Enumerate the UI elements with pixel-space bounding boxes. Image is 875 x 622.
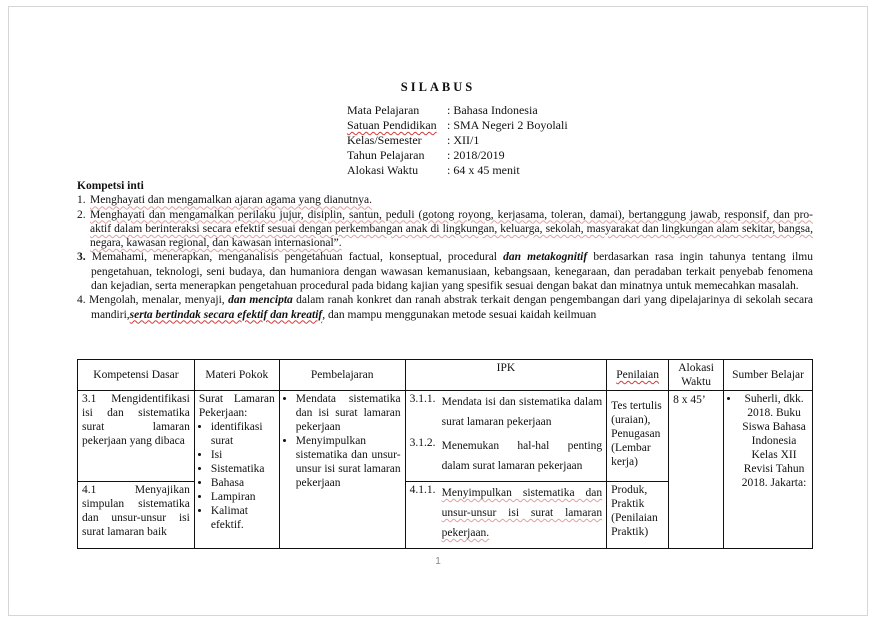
header-pembelajaran: Pembelajaran xyxy=(279,360,405,391)
ki-item-text: Mengolah, menalar, menyaji, xyxy=(89,294,229,307)
alokasi-cell: 8 x 45’ xyxy=(669,391,724,549)
info-row xyxy=(347,163,568,178)
info-key: Tahun Pelajaran xyxy=(347,148,425,162)
list-item: • Isi xyxy=(211,448,275,462)
header-ipk: IPK xyxy=(405,360,607,391)
info-key: Satuan Pendidikan xyxy=(347,118,437,132)
table-row xyxy=(78,391,813,482)
list-item: • Sistematika xyxy=(211,462,275,476)
info-block xyxy=(347,103,568,178)
list-item: • Suherli, dkk. 2018. Buku Siswa Bahasa Indonesia Kelas XII Revisi Tahun 2018. Jakarta: xyxy=(740,392,808,490)
materi-list xyxy=(199,420,275,532)
ipk-item xyxy=(410,483,603,543)
ki-item-text: Memahami, menerapkan, menganalisis pengetahuan factual, konseptual, procedural xyxy=(91,251,504,264)
info-key: Kelas/Semester xyxy=(347,133,422,147)
ipk-cell xyxy=(405,391,607,482)
list-item: • Bahasa xyxy=(211,476,275,490)
header-kompetensi-dasar: Kompetensi Dasar xyxy=(78,360,195,391)
info-row xyxy=(347,148,568,163)
sumber-list xyxy=(728,392,808,490)
header-alokasi-waktu: Alokasi Waktu xyxy=(669,360,724,391)
ipk-number: 4.1.1. xyxy=(409,484,436,496)
list-item: • identifikasi surat xyxy=(211,420,275,448)
ki-item-number: 1. xyxy=(77,194,86,207)
ipk-cell xyxy=(405,482,607,549)
info-key: Alokasi Waktu xyxy=(347,163,419,177)
info-row xyxy=(347,133,568,148)
materi-cell xyxy=(194,391,279,549)
ipk-number: 3.1.1. xyxy=(409,393,436,405)
info-value: : Bahasa Indonesia xyxy=(447,103,538,117)
kd-cell: 4.1 Menyajikan simpulan sistematika dan unsur-unsur isi surat lamaran baik xyxy=(78,482,195,549)
ki-item-text: dalam ranah konkret dan ranah abstrak terkait dengan pengembangan dari yang dipelajarinya di sekolah secara mandiri, xyxy=(91,294,813,321)
document-title: SILABUS xyxy=(400,80,476,94)
info-row xyxy=(347,118,568,133)
info-row xyxy=(347,103,568,118)
ki-item-3 xyxy=(77,250,813,293)
penilaian-cell: Produk, Praktik (Penilaian Praktik) xyxy=(607,482,669,549)
ki-item-number: 2. xyxy=(77,208,86,221)
silabus-table xyxy=(77,359,813,549)
ki-item-4 xyxy=(77,293,813,322)
ki-item-emphasis: serta bertindak secara efektif dan kreatif xyxy=(129,308,323,321)
ki-item-text: Menghayati dan mengamalkan ajaran agama yang dianutnya. xyxy=(90,194,372,207)
table-header-row xyxy=(78,360,813,391)
pembelajaran-list xyxy=(284,392,401,490)
ipk-item xyxy=(410,436,603,476)
ki-item-text: berdasarkan rasa ingin tahunya tentang ilmu pengetahuan, teknologi, seni budaya, dan humaniora dengan wawasan kemanusiaan, kebangsaan, kenegaraan, dan peradaban terkait penyebab fenomena dan kejadian, serta menerapkan pengetahuan procedural pada bidang kajian yang spesifik sesuai dengan bakat dan minatnya untuk memecahkan masalah. xyxy=(91,251,813,293)
ipk-item xyxy=(410,392,603,432)
list-item: • Kalimat efektif. xyxy=(211,504,275,532)
kompetensi-inti-heading: Kompetsi inti xyxy=(77,180,144,192)
ipk-text: Menemukan hal-hal penting dalam surat lamaran pekerjaan xyxy=(441,440,603,472)
kompetensi-inti-section xyxy=(77,179,813,322)
ki-item-text: Menghayati dan mengamalkan perilaku jujur, disiplin, santun, peduli (gotong royong, kerjasama, toleran, damai), bertanggung jawab, responsif, dan pro-aktif dalam berinteraksi secara efektif sesuai dengan perkembangan anak di lingkungan, keluarga, sekolah, masyarakat dan lingkungan alam sekitar, bangsa, negara, kawasan regional, dan kawasan internasional”. xyxy=(90,208,813,250)
page-number: 1 xyxy=(435,556,441,567)
header-penilaian: Penilaian xyxy=(607,360,669,391)
materi-intro: Surat Lamaran Pekerjaan: xyxy=(198,393,275,419)
ki-item-text: , dan mampu menggunakan metode sesuai kaidah keilmuan xyxy=(322,308,597,321)
ipk-number: 3.1.2. xyxy=(409,437,436,449)
header-sumber-belajar: Sumber Belajar xyxy=(724,360,813,391)
list-item: • Mendata sistematika dan isi surat lamaran pekerjaan xyxy=(296,392,401,434)
info-value: : 2018/2019 xyxy=(447,148,505,162)
header-materi-pokok: Materi Pokok xyxy=(194,360,279,391)
info-value: : SMA Negeri 2 Boyolali xyxy=(447,118,568,132)
info-key: Mata Pelajaran xyxy=(347,103,420,117)
ki-item-2 xyxy=(77,208,813,251)
list-item: • Lampiran xyxy=(211,490,275,504)
ipk-text: Mendata isi dan sistematika dalam surat lamaran pekerjaan xyxy=(441,396,603,428)
ki-item-emphasis: dan metakognitif xyxy=(503,251,588,264)
pembelajaran-cell xyxy=(279,391,405,549)
ipk-text: Menyimpulkan sistematika dan unsur-unsur isi surat lamaran pekerjaan. xyxy=(441,487,603,539)
kd-cell: 3.1 Mengidentifikasi isi dan sistematika surat lamaran pekerjaan yang dibaca xyxy=(78,391,195,482)
info-value: : XII/1 xyxy=(447,133,480,147)
sumber-cell xyxy=(724,391,813,549)
document-page xyxy=(8,6,868,616)
info-value: : 64 x 45 menit xyxy=(447,163,520,177)
penilaian-cell: Tes tertulis (uraian), Penugasan (Lembar kerja) xyxy=(607,391,669,482)
ki-item-1 xyxy=(77,193,813,207)
ki-item-emphasis: dan mencipta xyxy=(228,294,293,307)
list-item: • Menyimpulkan sistematika dan unsur-unsur isi surat lamaran pekerjaan xyxy=(296,434,401,490)
ki-item-number: 4. xyxy=(77,294,86,307)
ki-item-number: 3. xyxy=(77,251,86,264)
